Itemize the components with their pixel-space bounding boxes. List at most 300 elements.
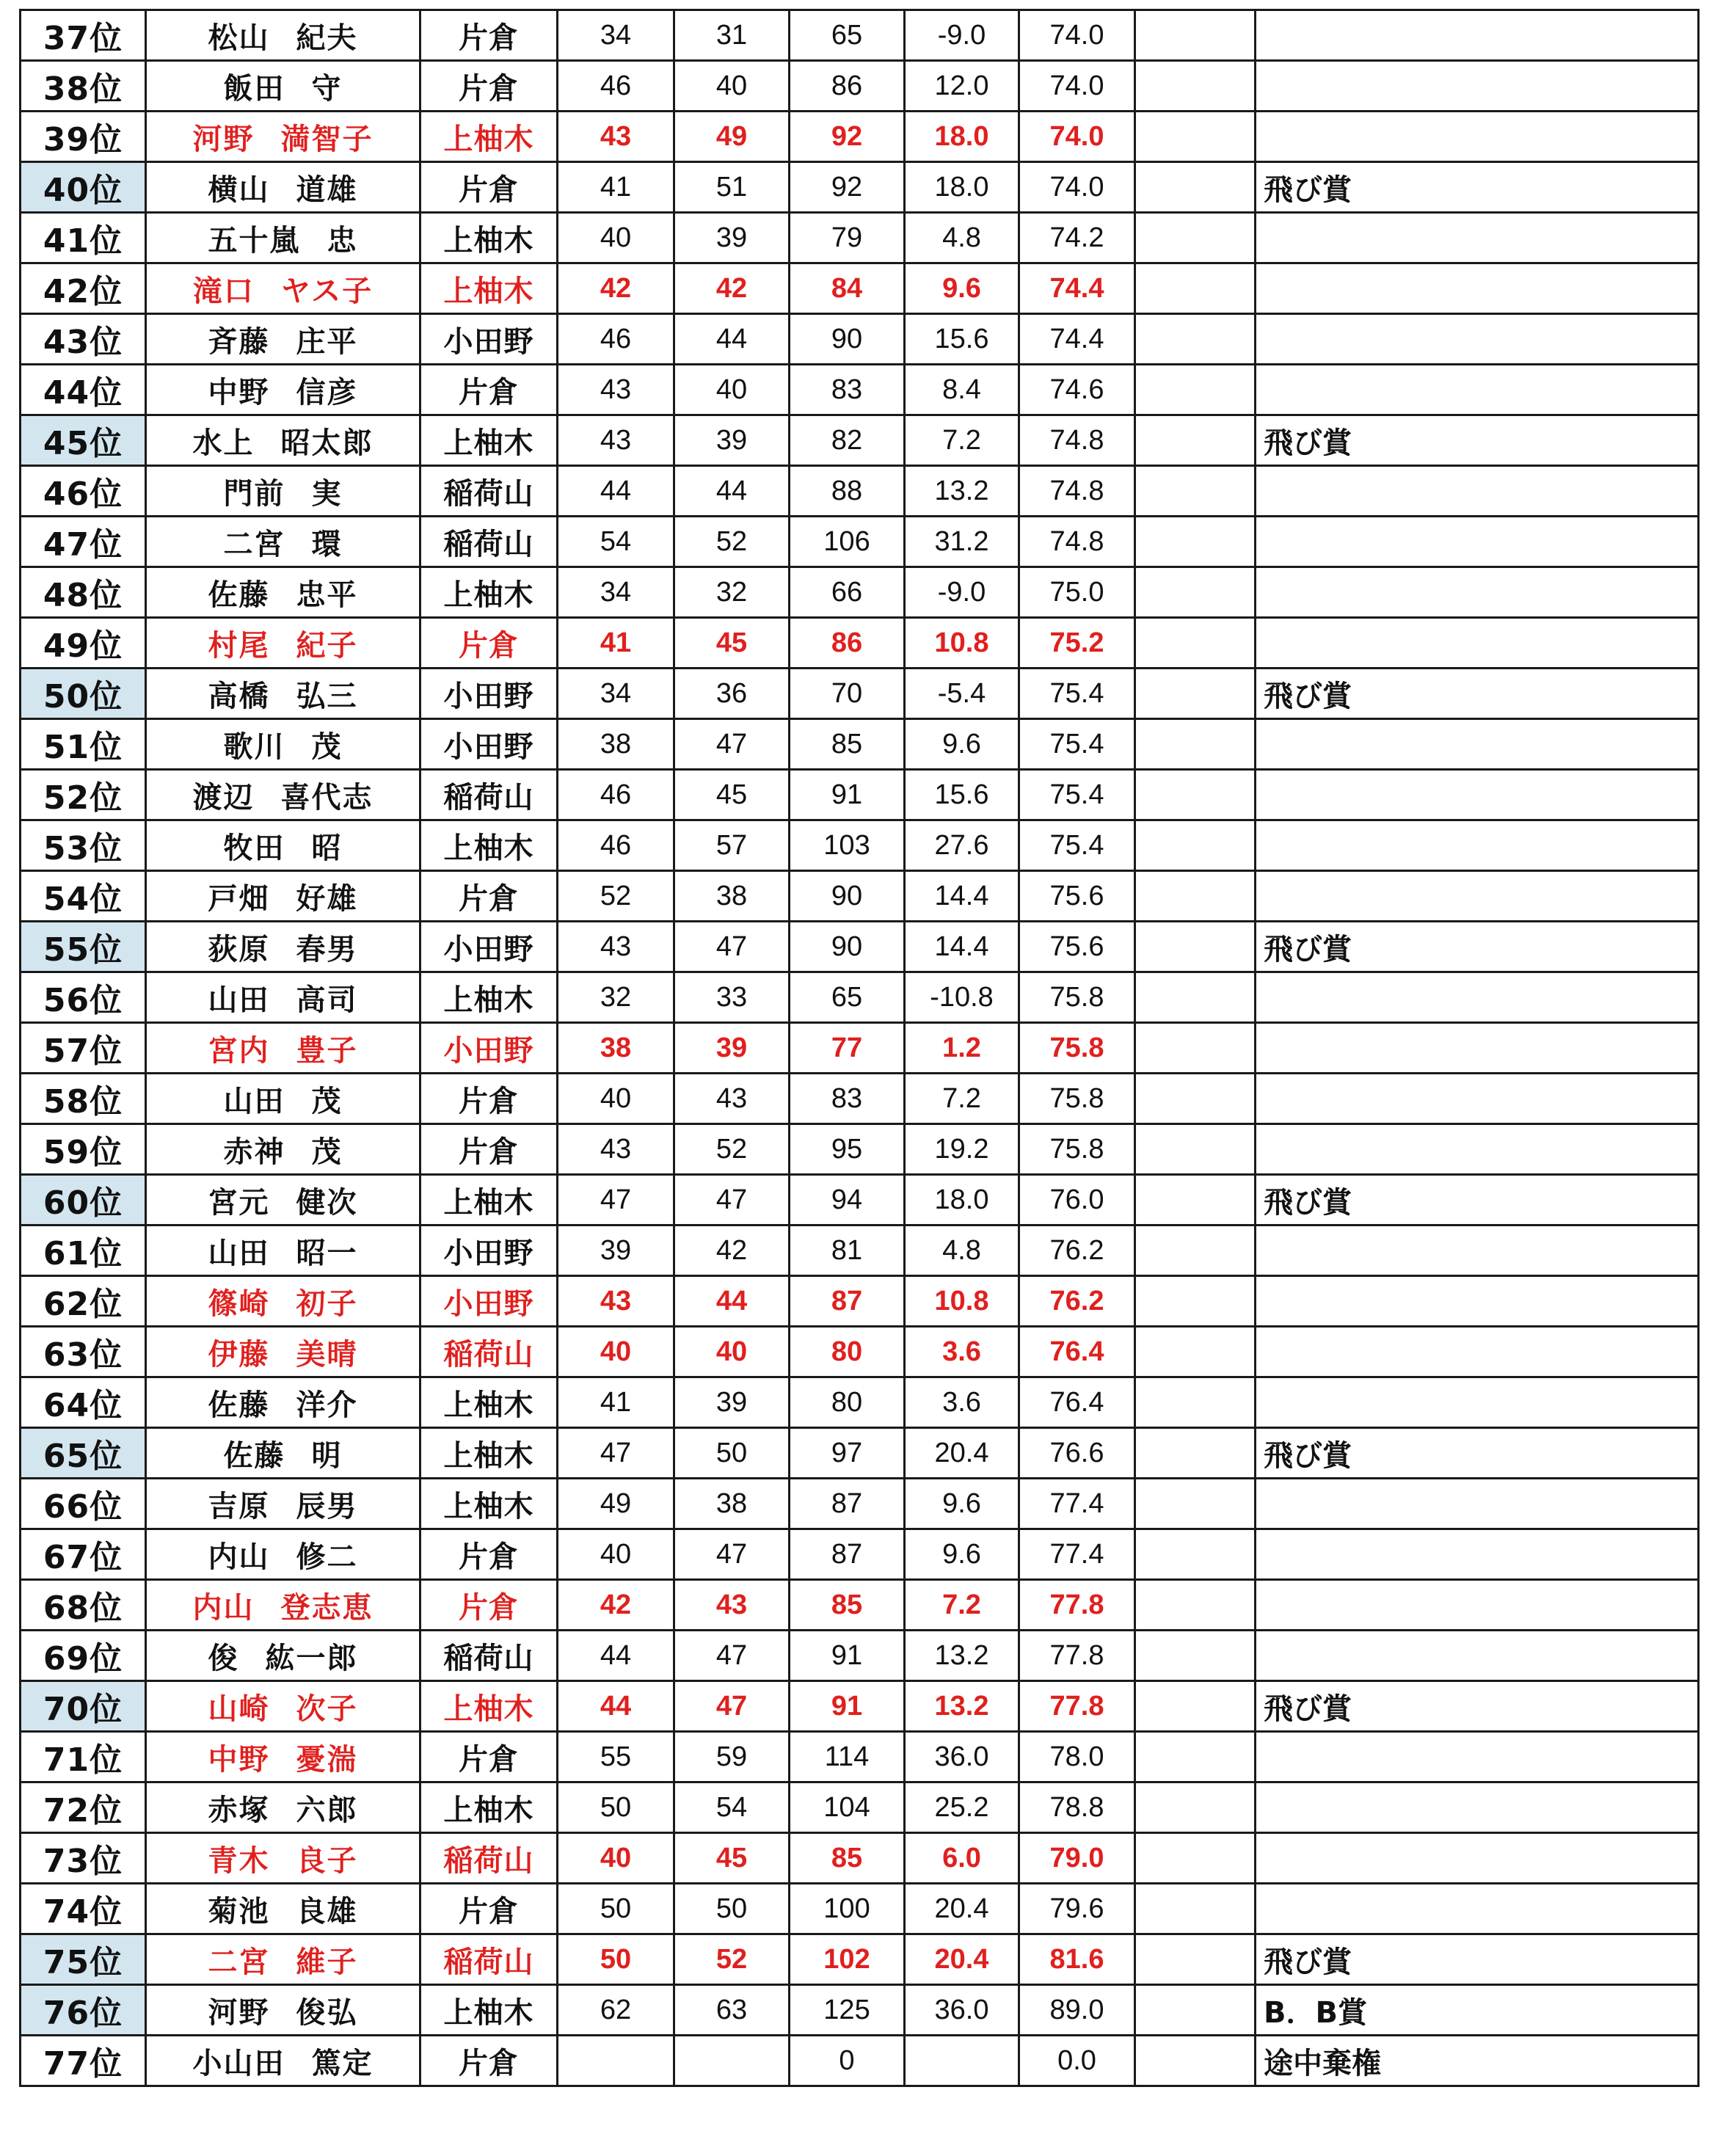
table-row <box>21 1833 1699 1884</box>
blank-cell <box>1135 770 1256 820</box>
award-cell <box>1256 770 1699 820</box>
net-score-cell: 74.0 <box>1019 61 1135 112</box>
gross-score-cell: 87 <box>790 1529 905 1580</box>
family-name: 佐藤 <box>208 578 270 612</box>
award-cell <box>1256 972 1699 1023</box>
team-cell: 片倉 <box>420 61 558 112</box>
player-name-cell <box>146 1428 420 1479</box>
family-name: 滝口 <box>192 274 255 308</box>
handicap-cell: 31.2 <box>905 517 1019 567</box>
team-cell: 小田野 <box>420 314 558 365</box>
in-score-cell: 49 <box>674 112 790 162</box>
team-cell: 上柚木 <box>420 213 558 263</box>
rank-cell: 73位 <box>21 1833 146 1884</box>
rank-cell: 48位 <box>21 567 146 618</box>
net-score-cell: 75.8 <box>1019 972 1135 1023</box>
blank-cell <box>1135 162 1256 213</box>
family-name: 歌川 <box>223 729 285 764</box>
family-name: 飯田 <box>223 71 285 106</box>
given-name: 信彦 <box>296 375 358 409</box>
gross-score-cell: 80 <box>790 1327 905 1377</box>
out-score-cell: 40 <box>558 1327 674 1377</box>
handicap-cell: -9.0 <box>905 567 1019 618</box>
player-name-cell <box>146 314 420 365</box>
handicap-cell: 15.6 <box>905 770 1019 820</box>
player-name-cell <box>146 567 420 618</box>
team-cell: 小田野 <box>420 669 558 719</box>
table-row <box>21 112 1699 162</box>
award-cell <box>1256 1884 1699 1934</box>
player-name-cell <box>146 10 420 61</box>
family-name: 松山 <box>208 21 270 55</box>
blank-cell <box>1135 972 1256 1023</box>
handicap-cell: 27.6 <box>905 820 1019 871</box>
family-name: 小山田 <box>192 2046 285 2080</box>
team-cell: 稲荷山 <box>420 1631 558 1681</box>
player-name-cell <box>146 1276 420 1327</box>
results-body <box>21 10 1699 2086</box>
given-name: 良雄 <box>296 1894 358 1929</box>
team-cell: 片倉 <box>420 1074 558 1124</box>
team-cell: 上柚木 <box>420 1681 558 1732</box>
player-name-cell <box>146 669 420 719</box>
family-name: 吉原 <box>208 1489 270 1523</box>
net-score-cell: 74.8 <box>1019 415 1135 466</box>
in-score-cell <box>674 2036 790 2086</box>
player-name-cell <box>146 112 420 162</box>
table-row <box>21 820 1699 871</box>
family-name: 村尾 <box>208 628 270 663</box>
in-score-cell: 47 <box>674 1529 790 1580</box>
family-name: 俊 <box>208 1641 239 1675</box>
blank-cell <box>1135 1074 1256 1124</box>
gross-score-cell: 85 <box>790 1833 905 1884</box>
rank-cell: 71位 <box>21 1732 146 1782</box>
family-name: 内山 <box>192 1590 255 1625</box>
rank-cell: 53位 <box>21 820 146 871</box>
gross-score-cell: 81 <box>790 1226 905 1276</box>
rank-cell: 61位 <box>21 1226 146 1276</box>
out-score-cell: 43 <box>558 1124 674 1175</box>
out-score-cell: 38 <box>558 719 674 770</box>
blank-cell <box>1135 1833 1256 1884</box>
handicap-cell: 8.4 <box>905 365 1019 415</box>
award-cell <box>1256 1023 1699 1074</box>
gross-score-cell: 83 <box>790 365 905 415</box>
gross-score-cell: 102 <box>790 1934 905 1985</box>
gross-score-cell: 125 <box>790 1985 905 2036</box>
team-cell: 上柚木 <box>420 820 558 871</box>
rank-cell: 42位 <box>21 263 146 314</box>
blank-cell <box>1135 1124 1256 1175</box>
award-cell: 飛び賞 <box>1256 922 1699 972</box>
given-name: 忠平 <box>296 578 358 612</box>
player-name-cell <box>146 1732 420 1782</box>
given-name: 環 <box>311 527 343 561</box>
gross-score-cell: 91 <box>790 1681 905 1732</box>
in-score-cell: 52 <box>674 1124 790 1175</box>
family-name: 斉藤 <box>208 324 270 359</box>
table-row <box>21 1580 1699 1631</box>
blank-cell <box>1135 1580 1256 1631</box>
given-name: 洋介 <box>296 1388 358 1422</box>
family-name: 赤塚 <box>208 1793 270 1827</box>
out-score-cell: 62 <box>558 1985 674 2036</box>
player-name-cell <box>146 1074 420 1124</box>
in-score-cell: 52 <box>674 517 790 567</box>
team-cell: 稲荷山 <box>420 466 558 517</box>
team-cell: 稲荷山 <box>420 1833 558 1884</box>
out-score-cell: 46 <box>558 820 674 871</box>
net-score-cell: 75.8 <box>1019 1124 1135 1175</box>
rank-cell: 47位 <box>21 517 146 567</box>
handicap-cell: -9.0 <box>905 10 1019 61</box>
award-cell <box>1256 10 1699 61</box>
in-score-cell: 52 <box>674 1934 790 1985</box>
rank-cell: 45位 <box>21 415 146 466</box>
out-score-cell: 32 <box>558 972 674 1023</box>
team-cell: 上柚木 <box>420 263 558 314</box>
blank-cell <box>1135 517 1256 567</box>
out-score-cell: 44 <box>558 1631 674 1681</box>
given-name: 紀夫 <box>296 21 358 55</box>
rank-cell: 70位 <box>21 1681 146 1732</box>
gross-score-cell: 79 <box>790 213 905 263</box>
blank-cell <box>1135 1934 1256 1985</box>
blank-cell <box>1135 669 1256 719</box>
team-cell: 片倉 <box>420 1884 558 1934</box>
net-score-cell: 77.4 <box>1019 1479 1135 1529</box>
gross-score-cell: 82 <box>790 415 905 466</box>
table-row <box>21 1074 1699 1124</box>
award-cell <box>1256 263 1699 314</box>
net-score-cell: 74.4 <box>1019 314 1135 365</box>
table-row <box>21 2036 1699 2086</box>
award-cell <box>1256 1327 1699 1377</box>
table-row <box>21 567 1699 618</box>
team-cell: 上柚木 <box>420 1175 558 1226</box>
net-score-cell: 76.4 <box>1019 1377 1135 1428</box>
team-cell: 片倉 <box>420 871 558 922</box>
table-row <box>21 1124 1699 1175</box>
family-name: 荻原 <box>208 932 270 966</box>
family-name: 山田 <box>208 983 270 1017</box>
in-score-cell: 38 <box>674 871 790 922</box>
net-score-cell: 77.8 <box>1019 1631 1135 1681</box>
in-score-cell: 47 <box>674 1631 790 1681</box>
net-score-cell: 75.0 <box>1019 567 1135 618</box>
gross-score-cell: 103 <box>790 820 905 871</box>
team-cell: 片倉 <box>420 618 558 669</box>
table-row <box>21 1327 1699 1377</box>
family-name: 山田 <box>208 1236 270 1270</box>
blank-cell <box>1135 2036 1256 2086</box>
blank-cell <box>1135 61 1256 112</box>
table-row <box>21 1175 1699 1226</box>
player-name-cell <box>146 1377 420 1428</box>
out-score-cell: 54 <box>558 517 674 567</box>
award-cell: 飛び賞 <box>1256 415 1699 466</box>
award-cell <box>1256 1833 1699 1884</box>
handicap-cell: 20.4 <box>905 1934 1019 1985</box>
player-name-cell <box>146 770 420 820</box>
given-name: 俊弘 <box>296 1995 358 2030</box>
net-score-cell: 75.6 <box>1019 871 1135 922</box>
rank-cell: 74位 <box>21 1884 146 1934</box>
handicap-cell: 20.4 <box>905 1428 1019 1479</box>
in-score-cell: 45 <box>674 618 790 669</box>
rank-cell: 60位 <box>21 1175 146 1226</box>
family-name: 門前 <box>223 476 285 511</box>
in-score-cell: 54 <box>674 1782 790 1833</box>
family-name: 内山 <box>208 1540 270 1574</box>
award-cell <box>1256 1226 1699 1276</box>
family-name: 宮元 <box>208 1185 270 1220</box>
handicap-cell: 13.2 <box>905 1681 1019 1732</box>
player-name-cell <box>146 1327 420 1377</box>
family-name: 戸畑 <box>208 881 270 916</box>
player-name-cell <box>146 618 420 669</box>
net-score-cell: 75.4 <box>1019 820 1135 871</box>
blank-cell <box>1135 1732 1256 1782</box>
rank-cell: 57位 <box>21 1023 146 1074</box>
gross-score-cell: 65 <box>790 10 905 61</box>
team-cell: 上柚木 <box>420 415 558 466</box>
team-cell: 上柚木 <box>420 1479 558 1529</box>
out-score-cell: 40 <box>558 213 674 263</box>
given-name: 実 <box>311 476 343 511</box>
rank-cell: 51位 <box>21 719 146 770</box>
award-cell <box>1256 314 1699 365</box>
family-name: 中野 <box>208 1742 270 1777</box>
rank-cell: 68位 <box>21 1580 146 1631</box>
player-name-cell <box>146 517 420 567</box>
in-score-cell: 40 <box>674 1327 790 1377</box>
table-row <box>21 10 1699 61</box>
given-name: 忠 <box>327 223 358 258</box>
blank-cell <box>1135 314 1256 365</box>
rank-cell: 55位 <box>21 922 146 972</box>
award-cell: 飛び賞 <box>1256 1934 1699 1985</box>
player-name-cell <box>146 1479 420 1529</box>
player-name-cell <box>146 365 420 415</box>
family-name: 二宮 <box>208 1945 270 1979</box>
table-row <box>21 1529 1699 1580</box>
handicap-cell: 3.6 <box>905 1327 1019 1377</box>
net-score-cell: 76.2 <box>1019 1226 1135 1276</box>
table-row <box>21 162 1699 213</box>
table-row <box>21 922 1699 972</box>
blank-cell <box>1135 112 1256 162</box>
blank-cell <box>1135 1226 1256 1276</box>
table-row <box>21 517 1699 567</box>
award-cell <box>1256 466 1699 517</box>
handicap-cell: 10.8 <box>905 1276 1019 1327</box>
given-name: 豊子 <box>296 1033 358 1068</box>
gross-score-cell: 65 <box>790 972 905 1023</box>
out-score-cell: 40 <box>558 1074 674 1124</box>
given-name: 紘一郎 <box>265 1641 358 1675</box>
blank-cell <box>1135 1985 1256 2036</box>
handicap-cell: 18.0 <box>905 1175 1019 1226</box>
award-cell: 途中棄権 <box>1256 2036 1699 2086</box>
player-name-cell <box>146 1833 420 1884</box>
blank-cell <box>1135 263 1256 314</box>
given-name: 春男 <box>296 932 358 966</box>
table-row <box>21 415 1699 466</box>
player-name-cell <box>146 1529 420 1580</box>
table-row <box>21 1226 1699 1276</box>
gross-score-cell: 86 <box>790 618 905 669</box>
out-score-cell <box>558 2036 674 2086</box>
handicap-cell: 13.2 <box>905 466 1019 517</box>
blank-cell <box>1135 820 1256 871</box>
gross-score-cell: 95 <box>790 1124 905 1175</box>
family-name: 山田 <box>223 1084 285 1118</box>
family-name: 渡辺 <box>192 780 255 815</box>
table-row <box>21 972 1699 1023</box>
family-name: 河野 <box>192 122 255 156</box>
in-score-cell: 51 <box>674 162 790 213</box>
given-name: 満智子 <box>280 122 374 156</box>
player-name-cell <box>146 922 420 972</box>
in-score-cell: 47 <box>674 1681 790 1732</box>
team-cell: 小田野 <box>420 1276 558 1327</box>
gross-score-cell: 94 <box>790 1175 905 1226</box>
net-score-cell: 74.8 <box>1019 466 1135 517</box>
given-name: 維子 <box>296 1945 358 1979</box>
in-score-cell: 50 <box>674 1884 790 1934</box>
family-name: 菊池 <box>208 1894 270 1929</box>
rank-cell: 59位 <box>21 1124 146 1175</box>
out-score-cell: 41 <box>558 162 674 213</box>
net-score-cell: 74.0 <box>1019 10 1135 61</box>
player-name-cell <box>146 162 420 213</box>
table-row <box>21 365 1699 415</box>
given-name: 篤定 <box>311 2046 374 2080</box>
net-score-cell: 75.4 <box>1019 669 1135 719</box>
handicap-cell: 13.2 <box>905 1631 1019 1681</box>
family-name: 水上 <box>192 426 255 460</box>
handicap-cell: 9.6 <box>905 1479 1019 1529</box>
rank-cell: 43位 <box>21 314 146 365</box>
rank-cell: 44位 <box>21 365 146 415</box>
out-score-cell: 41 <box>558 618 674 669</box>
table-row <box>21 263 1699 314</box>
handicap-cell: 9.6 <box>905 1529 1019 1580</box>
team-cell: 上柚木 <box>420 1428 558 1479</box>
out-score-cell: 43 <box>558 415 674 466</box>
blank-cell <box>1135 1782 1256 1833</box>
team-cell: 稲荷山 <box>420 770 558 820</box>
player-name-cell <box>146 1124 420 1175</box>
player-name-cell <box>146 2036 420 2086</box>
out-score-cell: 43 <box>558 1276 674 1327</box>
gross-score-cell: 87 <box>790 1276 905 1327</box>
net-score-cell: 78.0 <box>1019 1732 1135 1782</box>
player-name-cell <box>146 263 420 314</box>
in-score-cell: 39 <box>674 415 790 466</box>
player-name-cell <box>146 1580 420 1631</box>
team-cell: 上柚木 <box>420 1985 558 2036</box>
net-score-cell: 89.0 <box>1019 1985 1135 2036</box>
in-score-cell: 40 <box>674 61 790 112</box>
handicap-cell: 25.2 <box>905 1782 1019 1833</box>
net-score-cell: 74.4 <box>1019 263 1135 314</box>
family-name: 宮内 <box>208 1033 270 1068</box>
player-name-cell <box>146 1175 420 1226</box>
rank-cell: 40位 <box>21 162 146 213</box>
gross-score-cell: 92 <box>790 162 905 213</box>
handicap-cell: -5.4 <box>905 669 1019 719</box>
blank-cell <box>1135 213 1256 263</box>
handicap-cell: 14.4 <box>905 922 1019 972</box>
in-score-cell: 44 <box>674 466 790 517</box>
out-score-cell: 52 <box>558 871 674 922</box>
blank-cell <box>1135 1276 1256 1327</box>
rank-cell: 69位 <box>21 1631 146 1681</box>
in-score-cell: 39 <box>674 213 790 263</box>
handicap-cell: 12.0 <box>905 61 1019 112</box>
table-row <box>21 61 1699 112</box>
given-name: 喜代志 <box>280 780 374 815</box>
in-score-cell: 39 <box>674 1377 790 1428</box>
family-name: 篠崎 <box>208 1286 270 1321</box>
given-name: 修二 <box>296 1540 358 1574</box>
net-score-cell: 77.4 <box>1019 1529 1135 1580</box>
team-cell: 片倉 <box>420 1529 558 1580</box>
handicap-cell: 18.0 <box>905 112 1019 162</box>
in-score-cell: 57 <box>674 820 790 871</box>
award-cell <box>1256 1732 1699 1782</box>
out-score-cell: 46 <box>558 61 674 112</box>
in-score-cell: 44 <box>674 314 790 365</box>
team-cell: 上柚木 <box>420 1377 558 1428</box>
blank-cell <box>1135 719 1256 770</box>
net-score-cell: 77.8 <box>1019 1681 1135 1732</box>
net-score-cell: 75.6 <box>1019 922 1135 972</box>
out-score-cell: 47 <box>558 1175 674 1226</box>
given-name: 六郎 <box>296 1793 358 1827</box>
award-cell <box>1256 719 1699 770</box>
rank-cell: 52位 <box>21 770 146 820</box>
award-cell: 飛び賞 <box>1256 669 1699 719</box>
gross-score-cell: 85 <box>790 1580 905 1631</box>
award-cell <box>1256 1479 1699 1529</box>
table-row <box>21 1023 1699 1074</box>
award-cell <box>1256 112 1699 162</box>
player-name-cell <box>146 719 420 770</box>
blank-cell <box>1135 1884 1256 1934</box>
team-cell: 上柚木 <box>420 972 558 1023</box>
award-cell <box>1256 213 1699 263</box>
gross-score-cell: 80 <box>790 1377 905 1428</box>
award-cell: 飛び賞 <box>1256 1681 1699 1732</box>
award-cell <box>1256 1782 1699 1833</box>
out-score-cell: 44 <box>558 1681 674 1732</box>
gross-score-cell: 85 <box>790 719 905 770</box>
gross-score-cell: 90 <box>790 314 905 365</box>
family-name: 山崎 <box>208 1691 270 1726</box>
net-score-cell: 77.8 <box>1019 1580 1135 1631</box>
team-cell: 小田野 <box>420 719 558 770</box>
player-name-cell <box>146 871 420 922</box>
rank-cell: 39位 <box>21 112 146 162</box>
award-cell: B．B賞 <box>1256 1985 1699 2036</box>
in-score-cell: 40 <box>674 365 790 415</box>
award-cell <box>1256 1074 1699 1124</box>
out-score-cell: 50 <box>558 1884 674 1934</box>
